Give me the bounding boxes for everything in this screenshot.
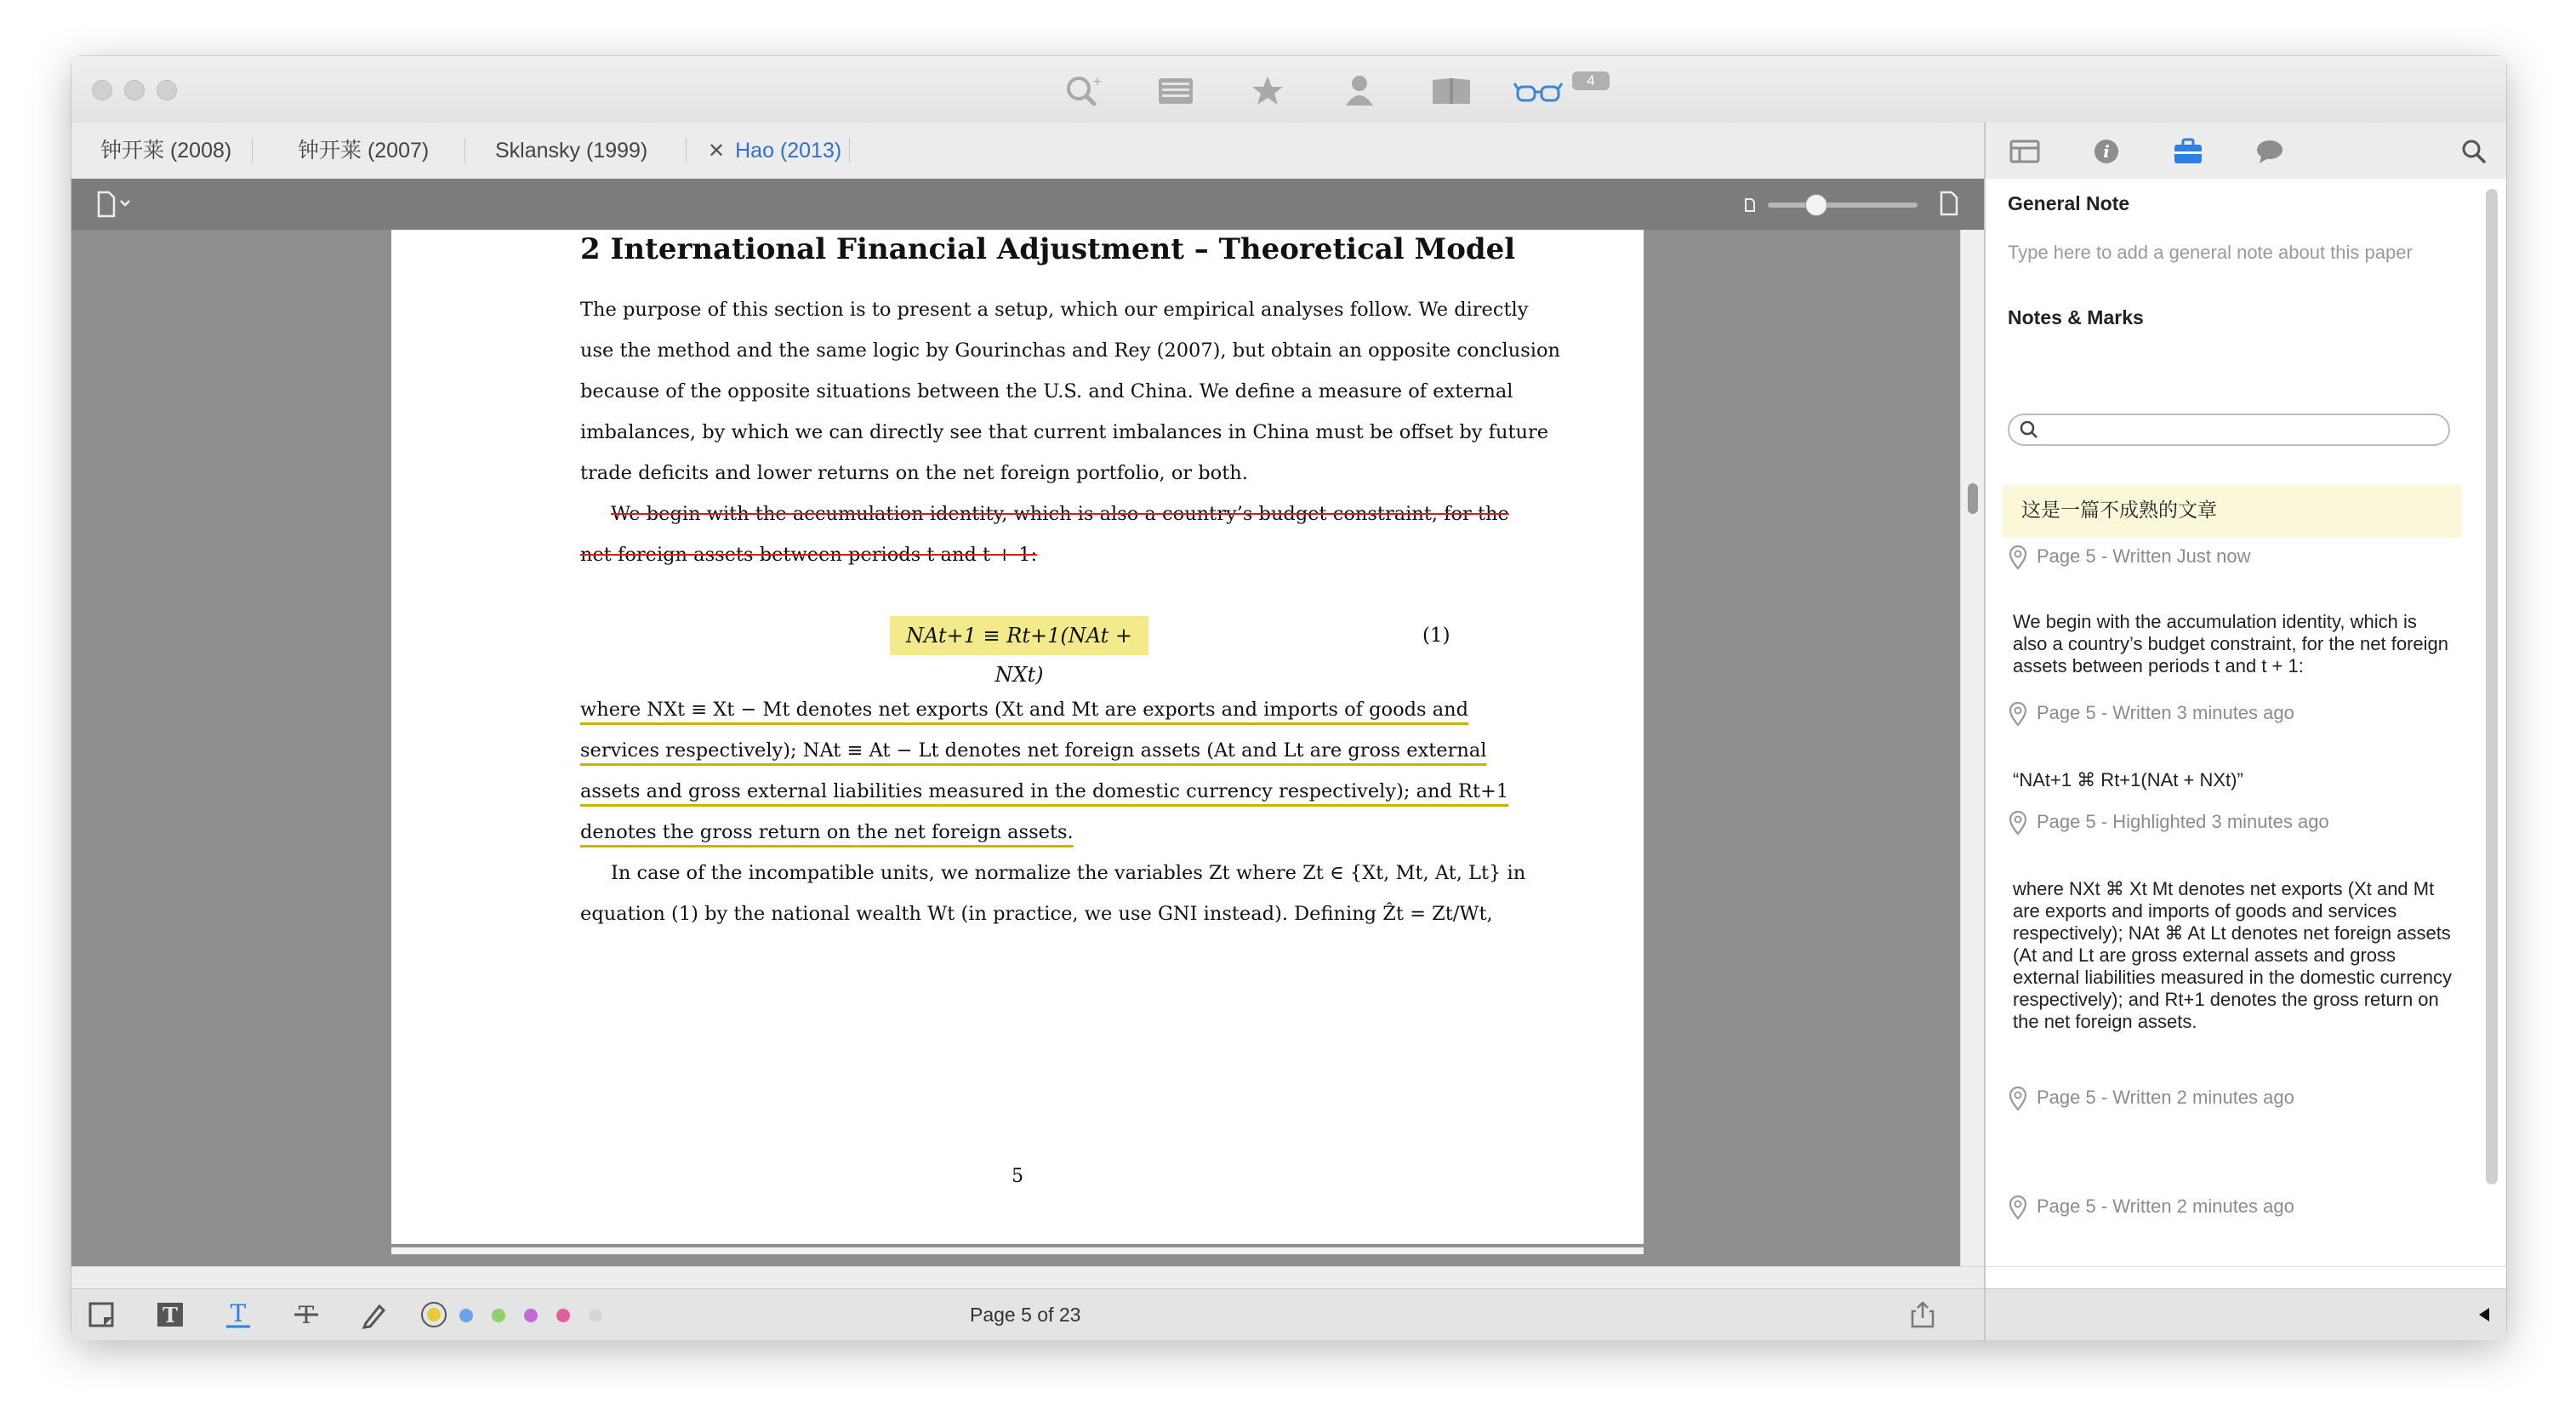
color-green-swatch[interactable] [492, 1309, 505, 1322]
color-purple-swatch[interactable] [524, 1309, 538, 1322]
note-meta[interactable] [2008, 541, 2251, 572]
note-meta[interactable] [2008, 807, 2329, 837]
scroll-thumb[interactable] [1968, 483, 1978, 514]
pdf-page [391, 230, 1644, 1244]
title-bar [71, 56, 2506, 123]
pdf-vertical-scrollbar[interactable] [1960, 230, 1985, 1266]
note-meta-text: Page 5 - Highlighted 3 minutes ago [2037, 811, 2329, 832]
svg-text:T: T [230, 1299, 247, 1327]
svg-text:T: T [162, 1303, 178, 1327]
table-view-icon[interactable] [2008, 134, 2042, 168]
underlined-line: assets and gross external liabilities measured in the domestic currency respectively); and Rt+1 [580, 780, 1509, 802]
text-line: use the method and the same logic by Gourinchas and Rey (2007), but obtain an opposite conclusion [580, 340, 1560, 362]
note-meta-text: Page 5 - Written Just now [2037, 545, 2251, 567]
tab-hao-2013[interactable] [691, 123, 858, 179]
text-line: imbalances, by which we can directly see that current imbalances in China must be offset by future [580, 421, 1549, 443]
tab-separator [464, 138, 465, 163]
notes-briefcase-icon[interactable] [2171, 134, 2205, 168]
panel-scrollbar[interactable] [2486, 189, 2498, 1184]
tab-zhong-2007[interactable]: 钟开莱 (2007) [298, 139, 430, 163]
notes-search-input[interactable] [2008, 414, 2450, 446]
panel-search-icon[interactable] [2457, 134, 2491, 168]
strikethrough-line: We begin with the accumulation identity, which is also a country’s budget constraint, for the [611, 503, 1509, 525]
note-meta-text: Page 5 - Written 2 minutes ago [2037, 1087, 2294, 1108]
zoom-slider-thumb[interactable] [1805, 194, 1827, 216]
underlined-line: where NXt ≡ Xt − Mt denotes net exports (Xt and Mt are exports and imports of goods and [580, 699, 1469, 721]
paragraph-intro[interactable] [580, 289, 1560, 494]
color-blue-swatch[interactable] [459, 1309, 473, 1322]
note-item[interactable] [2003, 485, 2462, 538]
glasses-icon[interactable] [1513, 71, 1565, 109]
close-window-button[interactable] [92, 80, 112, 100]
highlighted-equation[interactable]: NAt+1 ≡ Rt+1(NAt + NXt) [890, 616, 1148, 655]
page-indicator: Page 5 of 23 [970, 1304, 1081, 1326]
tab-zhong-2008[interactable]: 钟开莱 (2008) [100, 139, 232, 163]
underlined-line: services respectively); NAt ≡ At − Lt denotes net foreign assets (At and Lt are gross external [580, 739, 1487, 762]
color-yellow-swatch[interactable] [427, 1308, 441, 1321]
book-icon[interactable] [1429, 71, 1473, 109]
equation-number: (1) [1422, 625, 1450, 647]
general-note-field[interactable]: Type here to add a general note about this paper [2008, 242, 2413, 263]
location-pin-icon [2008, 1195, 2028, 1220]
paragraph-strikethrough[interactable] [580, 494, 1509, 575]
color-pink-swatch[interactable] [556, 1309, 570, 1322]
pdf-toolbar [71, 179, 1984, 230]
underline-tool-icon[interactable] [223, 1299, 254, 1330]
note-meta[interactable] [2008, 698, 2294, 728]
app-window [71, 56, 2506, 1339]
strikethrough-line: net foreign assets between periods t and t + 1: [580, 544, 1038, 566]
tab-separator [686, 138, 687, 163]
note-text: 这是一篇不成熟的文章 [2021, 499, 2217, 521]
location-pin-icon [2008, 545, 2028, 570]
text-line: equation (1) by the national wealth Wt (in practice, we use GNI instead). Defining Ẑt = Zt/Wt, [580, 903, 1493, 925]
pen-tool-icon[interactable] [359, 1299, 390, 1330]
note-meta-text: Page 5 - Written 3 minutes ago [2037, 702, 2294, 723]
text-line: trade deficits and lower returns on the net foreign portfolio, or both. [580, 462, 1248, 484]
text-line: In case of the incompatible units, we normalize the variables Zt where Zt ∈ {Xt, Mt, At, Lt} in [611, 862, 1526, 884]
note-text[interactable]: “NAt+1 ⌘ Rt+1(NAt + NXt)” [2013, 769, 2243, 790]
text-box-tool-icon[interactable] [155, 1299, 185, 1330]
svg-text:T: T [298, 1301, 315, 1329]
strikethrough-tool-icon[interactable] [291, 1299, 322, 1330]
zoom-window-button[interactable] [157, 80, 177, 100]
tab-sklansky-1999[interactable]: Sklansky (1999) [495, 139, 648, 163]
svg-text:+: + [1092, 75, 1103, 88]
collapse-panel-icon[interactable] [2476, 1306, 2493, 1323]
share-icon[interactable] [1907, 1299, 1938, 1330]
paragraph-underlined[interactable] [580, 689, 1509, 853]
next-page-edge [391, 1247, 1644, 1254]
comments-icon[interactable] [2253, 134, 2287, 168]
panel-bottom-bar [1986, 1288, 2506, 1340]
close-tab-icon[interactable]: ✕ [708, 140, 726, 163]
tab-hao-2013-label: Hao (2013) [735, 139, 842, 163]
pdf-horizontal-scrollbar[interactable] [71, 1266, 1984, 1289]
note-meta[interactable] [2008, 1082, 2294, 1113]
note-meta[interactable] [2008, 1191, 2294, 1222]
list-icon[interactable] [1154, 71, 1198, 109]
page-number: 5 [1012, 1166, 1023, 1187]
location-pin-icon [2008, 701, 2028, 727]
search-add-icon[interactable] [1062, 71, 1106, 109]
color-gray-swatch[interactable] [589, 1309, 602, 1322]
general-note-title: General Note [2008, 192, 2130, 214]
note-tool-icon[interactable] [87, 1299, 117, 1330]
section-heading: 2 International Financial Adjustment – Theoretical Model [580, 232, 1516, 266]
underlined-line: denotes the gross return on the net foreign assets. [580, 821, 1074, 843]
note-text[interactable]: where NXt ⌘ Xt Mt denotes net exports (Xt and Mt are exports and imports of goods and services respectively); NAt ⌘ At Lt denotes net foreign assets (At and Lt are gross external assets and gross external liabilities measured in the domestic currency respectively); and Rt+1 denotes the gross return on the net foreign assets. [2013, 878, 2453, 1032]
tab-bar [71, 123, 1984, 180]
info-icon[interactable] [2089, 134, 2123, 168]
tab-separator [849, 138, 850, 163]
zoom-in-icon[interactable] [1940, 191, 1958, 216]
zoom-slider-track[interactable] [1768, 203, 1918, 208]
tab-separator [252, 138, 253, 163]
text-line: because of the opposite situations between the U.S. and China. We define a measure of external [580, 380, 1513, 402]
text-line: The purpose of this section is to present a setup, which our empirical analyses follow. We directly [580, 299, 1529, 321]
note-meta-text: Page 5 - Written 2 minutes ago [2037, 1196, 2294, 1217]
readers-count-badge: 4 [1572, 71, 1610, 90]
paragraph-normalize[interactable] [580, 853, 1526, 934]
svg-text:i: i [2103, 141, 2110, 162]
document-menu-icon[interactable] [95, 191, 138, 218]
person-icon[interactable] [1337, 71, 1382, 109]
pdf-viewer[interactable] [71, 230, 1960, 1266]
panel-footer-divider [1986, 1266, 2506, 1267]
notes-panel [1986, 179, 2506, 1288]
notes-marks-title: Notes & Marks [2008, 306, 2144, 328]
zoom-out-icon[interactable] [1744, 197, 1756, 213]
note-text[interactable]: We begin with the accumulation identity, which is also a country’s budget constraint, for the net foreign assets between periods t and t + 1: [2013, 611, 2449, 676]
annotation-toolbar [71, 1288, 1984, 1340]
location-pin-icon [2008, 810, 2028, 836]
search-icon [2016, 417, 2042, 442]
star-icon[interactable] [1245, 71, 1290, 109]
inspector-tabs [1986, 123, 2506, 180]
location-pin-icon [2008, 1086, 2028, 1111]
minimize-window-button[interactable] [124, 80, 145, 100]
